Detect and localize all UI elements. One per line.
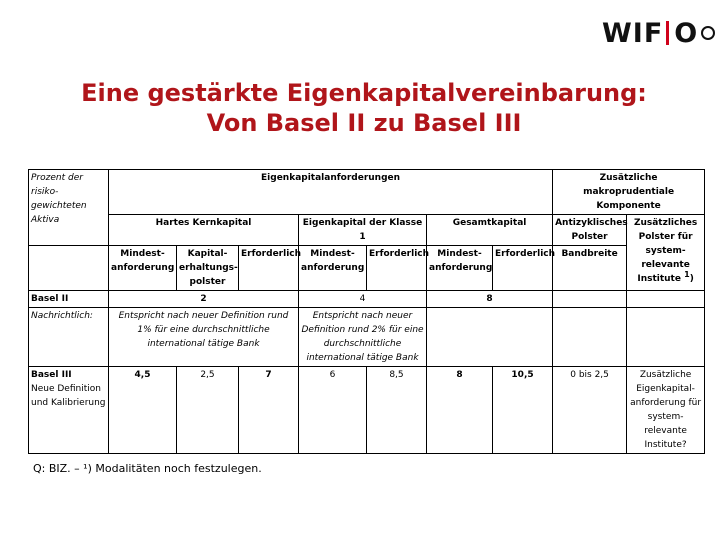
header-mindest-2: Mindest- anforderung [299,246,367,291]
basel2-gesamt-value: 8 [427,291,553,308]
nachrichtlich-gesamt-cell [427,308,553,367]
logo-circle-icon [701,26,715,40]
capital-requirements-table [28,169,705,454]
header-eigenkapital: Eigenkapitalanforderungen [109,170,553,215]
basel2-label: Basel II [29,291,109,308]
title-line-1: Eine gestärkte Eigenkapitalvereinbarung: [81,79,647,107]
title-line-2: Von Basel II zu Basel III [206,109,522,137]
logo-bar-icon [666,21,669,45]
basel3-label: Basel III [31,370,72,380]
header-klasse1: Eigenkapital der Klasse 1 [299,215,427,246]
nachrichtlich-text-1: Entspricht nach neuer Definition rund 1% für eine durchschnittliche international tätige Bank [109,308,299,367]
nachrichtlich-label: Nachrichtlich: [29,308,109,367]
basel2-hartes-value: 2 [109,291,299,308]
row-nachrichtlich [29,308,705,367]
header-bandbreite: Bandbreite [553,246,627,291]
nachrichtlich-text-2: Entspricht nach neuer Definition rund 2% für eine durchschnittliche international tätige Bank [299,308,427,367]
header-zus-polster-footnote: 1 [684,270,690,279]
header-hartes: Hartes Kernkapital [109,215,299,246]
header-erforderlich-3: Erforderlich [493,246,553,291]
header-row-3 [29,246,705,291]
header-zusaetzlich: Zusätzliche makroprudentiale Komponente [553,170,705,215]
header-erforderlich-2: Erforderlich [367,246,427,291]
basel3-mindest-1: 4,5 [109,367,177,454]
header-zus-polster-text: Zusätzliches Polster für system- relevante Institute [633,218,698,284]
header-antizyklisch: Antizyklisches Polster [553,215,627,246]
header-empty-cell [29,246,109,291]
row-basel-3 [29,367,705,454]
header-gesamt: Gesamtkapital [427,215,553,246]
basel2-antizyklisch-cell [553,291,627,308]
basel3-erforderlich-3: 10,5 [493,367,553,454]
row-basel-2 [29,291,705,308]
wifo-logo [602,18,715,48]
basel3-kapital: 2,5 [177,367,239,454]
basel3-bandbreite: 0 bis 2,5 [553,367,627,454]
header-row-2 [29,215,705,246]
header-zus-polster [627,215,705,291]
nachrichtlich-antizyklisch-cell [553,308,627,367]
basel3-label-cell [29,367,109,454]
basel2-zus-cell [627,291,705,308]
header-corner: Prozent der risiko- gewichteten Aktiva [29,170,109,246]
logo-text-left: WIF [602,17,664,49]
basel2-klasse1-value: 4 [299,291,427,308]
source-footnote: Q: BIZ. – ¹) Modalitäten noch festzulegen. [33,462,262,475]
basel3-mindest-3: 8 [427,367,493,454]
basel3-erforderlich-1: 7 [239,367,299,454]
basel3-sublabel: Neue Definition und Kalibrierung [31,384,106,408]
header-row-1 [29,170,705,215]
header-mindest-1: Mindest- anforderung [109,246,177,291]
basel3-mindest-2: 6 [299,367,367,454]
basel3-zus-polster: Zusätzliche Eigenkapital- anforderung für system- relevante Institute? [627,367,705,454]
header-mindest-3: Mindest- anforderung [427,246,493,291]
nachrichtlich-zus-cell [627,308,705,367]
page-title [0,78,728,138]
header-erforderlich-1: Erforderlich [239,246,299,291]
basel3-erforderlich-2: 8,5 [367,367,427,454]
logo-text-right: O [674,17,699,49]
header-zus-polster-tail: ) [689,274,694,284]
header-kapital: Kapital- erhaltungs- polster [177,246,239,291]
